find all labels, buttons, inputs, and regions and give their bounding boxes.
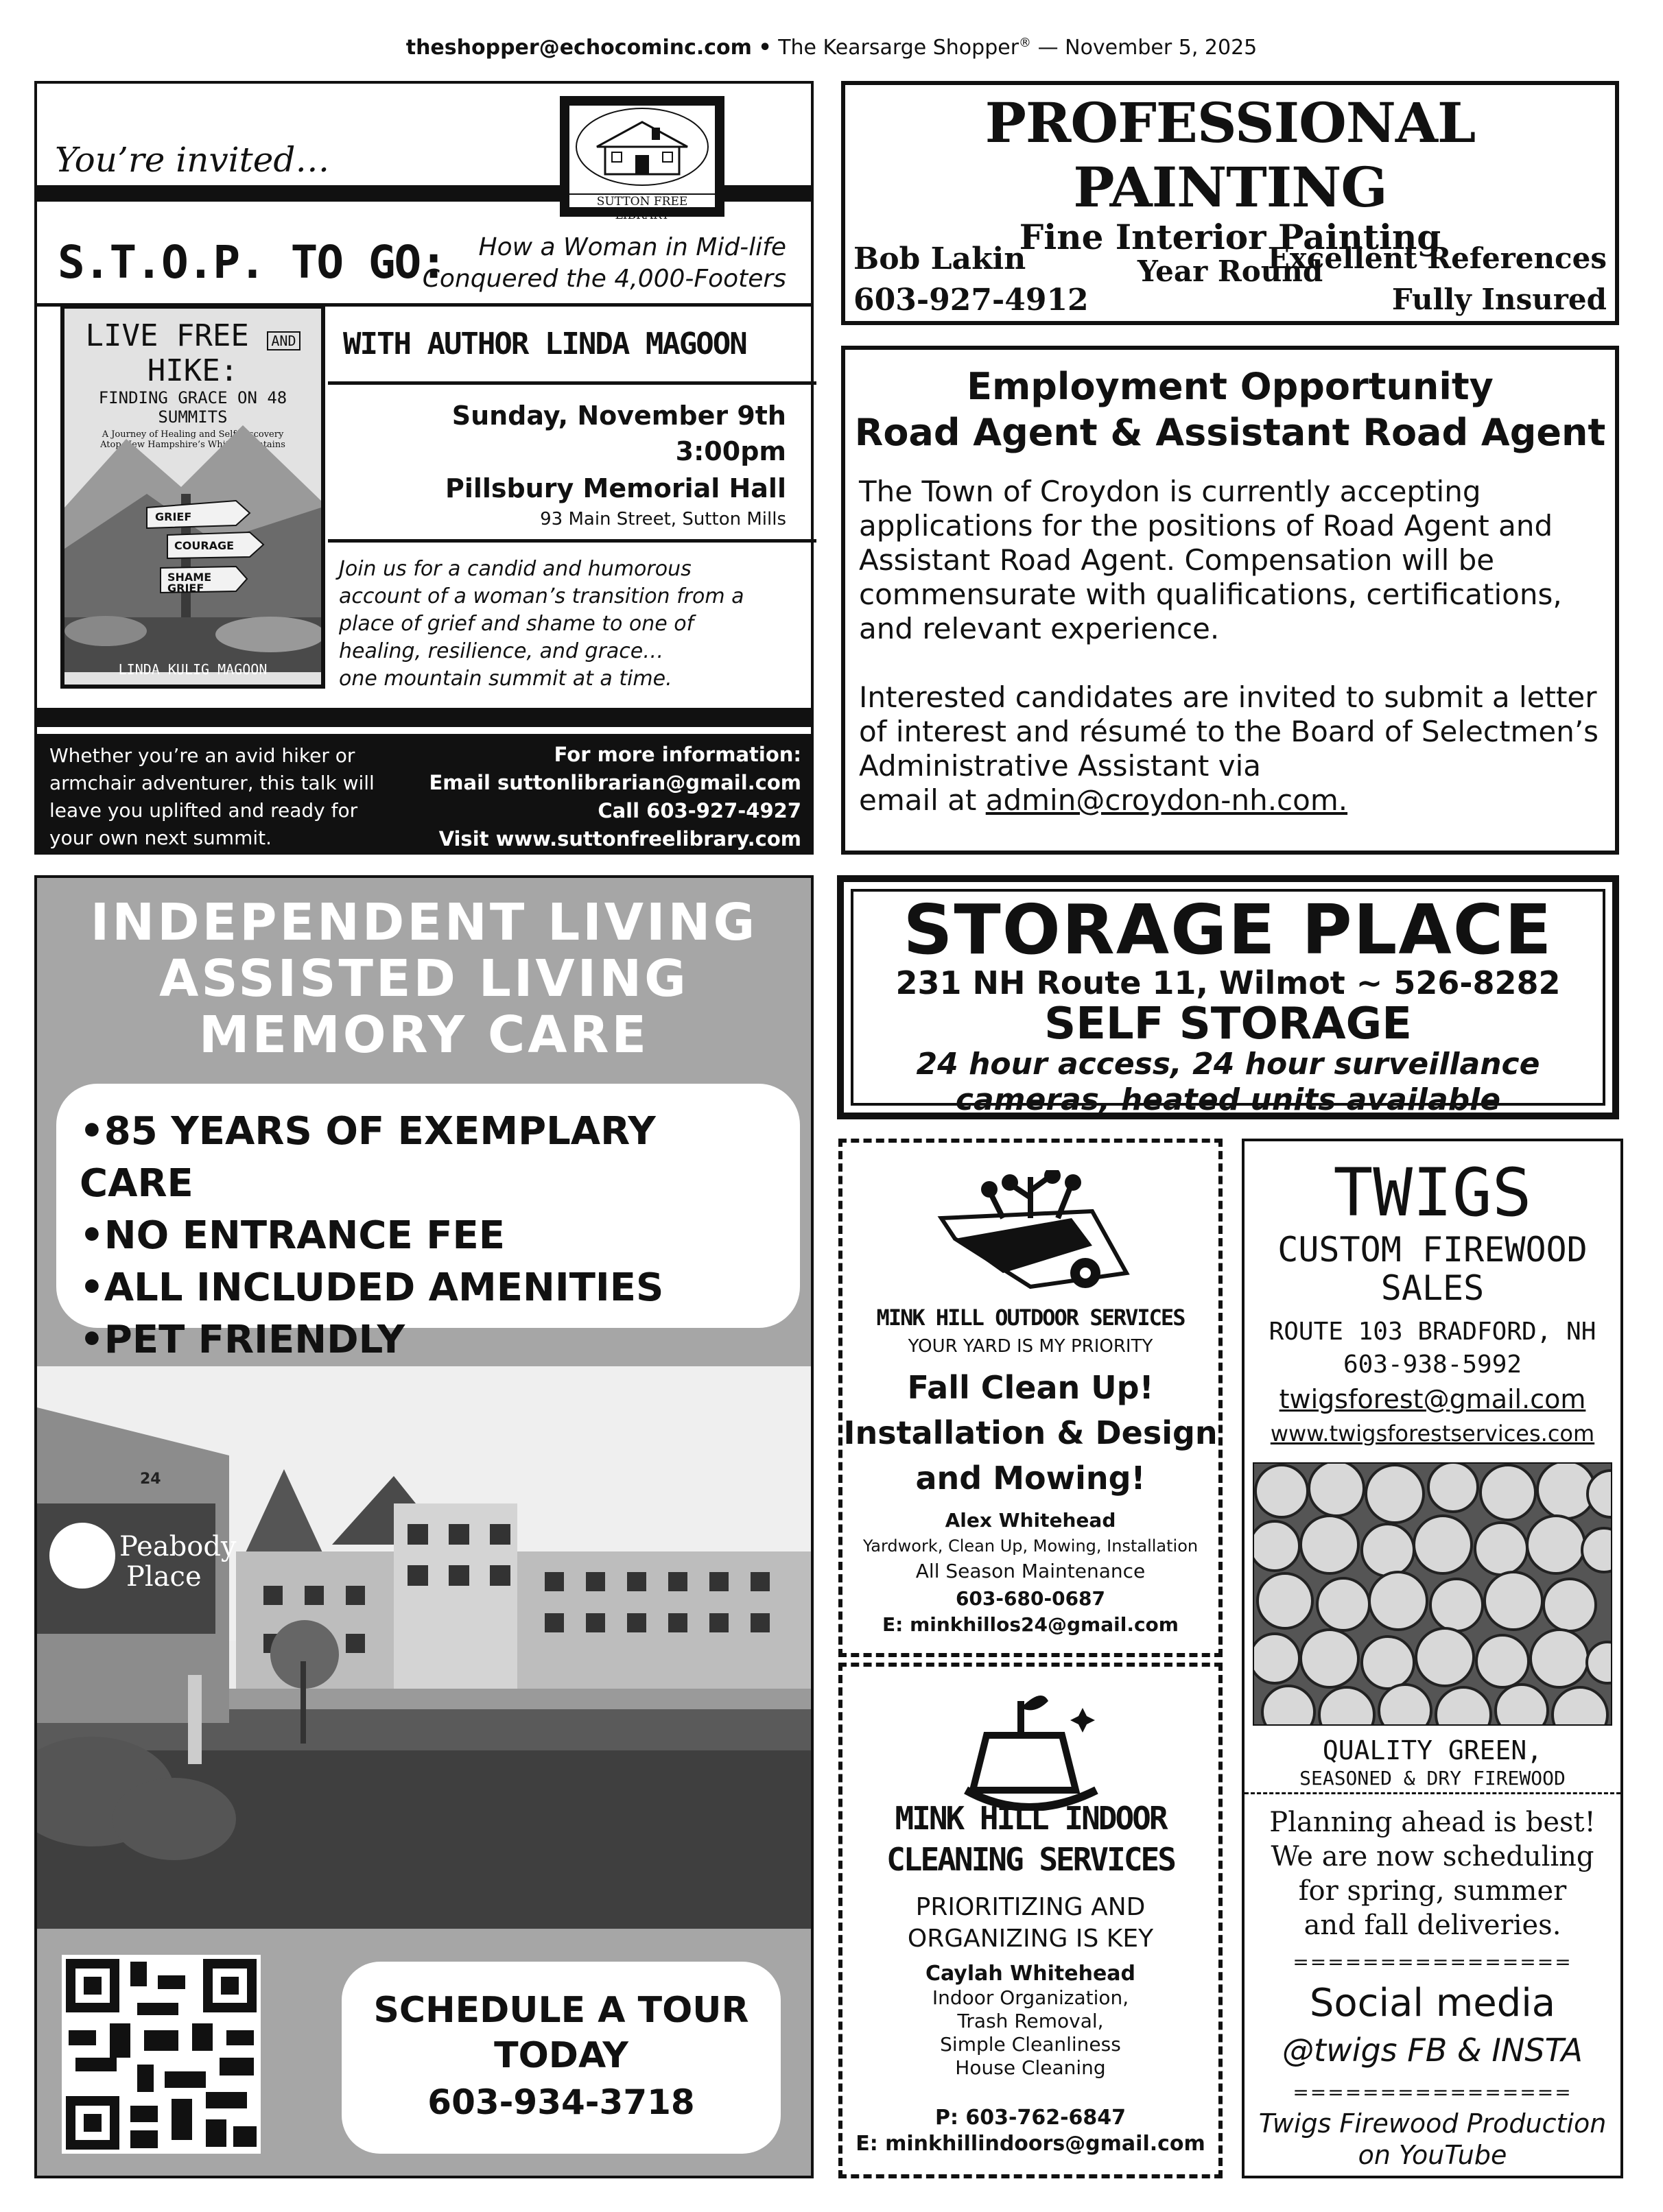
rule bbox=[328, 381, 816, 385]
footer-line: your own next summit. bbox=[49, 826, 272, 849]
indoor-ad bbox=[838, 1663, 1223, 2178]
sign-name-1: Peabody bbox=[119, 1531, 237, 1562]
plan-line: for spring, summer bbox=[1298, 1875, 1567, 1907]
bottom-bar bbox=[37, 708, 811, 727]
living-bullet: •PET FRIENDLY bbox=[80, 1318, 405, 1362]
footer-left bbox=[49, 742, 375, 852]
outdoor-tag: YOUR YARD IS MY PRIORITY bbox=[908, 1336, 1153, 1357]
painting-ad bbox=[841, 81, 1619, 325]
sign-text-3: SHAME bbox=[167, 571, 212, 584]
outdoor-phone: 603-680-0687 bbox=[955, 1587, 1106, 1610]
sign-text-4: GRIEF bbox=[167, 582, 204, 595]
book-subtitle: FINDING GRACE ON 48 SUMMITS bbox=[98, 388, 287, 427]
plan-line: Planning ahead is best! bbox=[1269, 1807, 1596, 1838]
building-photo bbox=[37, 1366, 814, 1929]
plan-line: and fall deliveries. bbox=[1304, 1910, 1561, 1941]
twigs-planning bbox=[1245, 1805, 1620, 1942]
header-date: — November 5, 2025 bbox=[1037, 36, 1258, 60]
outdoor-email[interactable]: E: minkhillos24@gmail.com bbox=[882, 1613, 1179, 1636]
desc-line: one mountain summit at a time. bbox=[339, 667, 672, 691]
indoor-svc3: Simple Cleanliness bbox=[940, 2033, 1121, 2056]
living-ad bbox=[34, 875, 814, 2178]
twigs-quality-1: QUALITY GREEN, bbox=[1322, 1735, 1543, 1765]
wheelbarrow-icon bbox=[928, 1170, 1133, 1300]
body-line bbox=[859, 783, 1601, 818]
info-email[interactable]: Email suttonlibrarian@gmail.com bbox=[429, 771, 801, 794]
indoor-svc2: Trash Removal, bbox=[957, 2010, 1104, 2032]
footer-line: Whether you’re an avid hiker or bbox=[49, 744, 355, 767]
twigs-phone: 603-938-5992 bbox=[1343, 1351, 1522, 1379]
twigs-quality-2: SEASONED & DRY FIREWOOD bbox=[1245, 1767, 1620, 1794]
painter-name: Bob Lakin bbox=[853, 241, 1026, 276]
outdoor-svc2: All Season Maintenance bbox=[915, 1560, 1146, 1582]
indoor-tag-2: ORGANIZING IS KEY bbox=[907, 1925, 1154, 1953]
twigs-sub-1: CUSTOM FIREWOOD bbox=[1277, 1230, 1588, 1270]
footer-line: armchair adventurer, this talk will bbox=[49, 772, 375, 794]
library-footer bbox=[37, 734, 811, 855]
dustpan-icon bbox=[945, 1687, 1110, 1811]
mountain-scene-image bbox=[64, 398, 321, 672]
outdoor-person: Alex Whitehead bbox=[945, 1509, 1116, 1532]
body-line: Administrative Assistant via bbox=[859, 749, 1262, 783]
header-paper: The Kearsarge Shopper bbox=[778, 36, 1019, 60]
event-day: Sunday, November 9th bbox=[451, 401, 786, 431]
footer-right bbox=[429, 741, 801, 853]
outdoor-h2: Installation & Design bbox=[843, 1414, 1218, 1451]
sign-text-1: GRIEF bbox=[155, 510, 192, 523]
body-line: applications for the positions of Road Agent and bbox=[859, 509, 1553, 543]
outdoor-svc1: Yardwork, Clean Up, Mowing, Installation bbox=[862, 1536, 1199, 1556]
library-ad bbox=[34, 81, 814, 855]
indoor-email[interactable]: E: minkhillindoors@gmail.com bbox=[856, 2132, 1205, 2156]
employment-ad bbox=[841, 346, 1619, 855]
info-call: Call 603-927-4927 bbox=[598, 799, 801, 822]
sign-number: 24 bbox=[140, 1471, 161, 1488]
desc-line: Join us for a candid and humorous bbox=[339, 557, 692, 581]
book-cover bbox=[60, 305, 325, 689]
book-tagline-1: A Journey of Healing and Self Discovery bbox=[102, 429, 284, 440]
body-line: commensurate with qualifications, certifications, bbox=[859, 578, 1562, 611]
painting-title: PROFESSIONAL PAINTING bbox=[984, 91, 1476, 219]
body-line: Assistant Road Agent. Compensation will be bbox=[859, 543, 1495, 577]
plan-line: We are now scheduling bbox=[1271, 1841, 1594, 1872]
living-bullet: •85 YEARS OF EXEMPLARY CARE bbox=[80, 1109, 656, 1206]
living-bullet: •NO ENTRANCE FEE bbox=[80, 1213, 506, 1258]
cta-line2: TODAY bbox=[494, 2035, 628, 2076]
body-line: and relevant experience. bbox=[859, 612, 1220, 645]
indoor-svc1: Indoor Organization, bbox=[932, 1986, 1129, 2009]
painting-line1: Fine Interior Painting bbox=[1019, 217, 1441, 257]
twigs-yt-1[interactable]: Twigs Firewood Production bbox=[1258, 2108, 1607, 2139]
with-author: WITH AUTHOR LINDA MAGOON bbox=[343, 326, 746, 361]
subtitle-1: How a Woman in Mid-life bbox=[478, 233, 786, 261]
info-head: For more information: bbox=[554, 743, 801, 766]
twigs-handle[interactable]: @twigs FB & INSTA bbox=[1282, 2032, 1583, 2069]
header-email: theshopper@echocominc.com bbox=[405, 36, 752, 60]
indoor-svc4: House Cleaning bbox=[955, 2056, 1106, 2079]
event-description bbox=[339, 556, 744, 693]
body-line: Interested candidates are invited to submit a letter bbox=[859, 680, 1597, 714]
desc-line: healing, resilience, and grace… bbox=[339, 639, 664, 663]
event-address: 93 Main Street, Sutton Mills bbox=[540, 509, 786, 530]
building-photo-image bbox=[37, 1366, 814, 1929]
outdoor-h3: and Mowing! bbox=[915, 1460, 1146, 1497]
stop-to-go-title: S.T.O.P. TO GO: bbox=[58, 236, 447, 289]
indoor-name-2: CLEANING SERVICES bbox=[886, 1841, 1175, 1878]
peabody-logo-icon bbox=[49, 1523, 115, 1589]
email-prefix: email at bbox=[859, 783, 986, 817]
sign-name-2: Place bbox=[126, 1561, 202, 1593]
book-author: LINDA KULIG MAGOON bbox=[118, 661, 268, 678]
twigs-web-link[interactable]: www.twigsforestservices.com bbox=[1270, 1420, 1595, 1447]
outdoor-ad bbox=[838, 1139, 1223, 1657]
page-header bbox=[0, 36, 1663, 60]
book-title-and: AND bbox=[267, 331, 300, 350]
indoor-tag-1: PRIORITIZING AND bbox=[915, 1893, 1146, 1921]
twigs-route: ROUTE 103 BRADFORD, NH bbox=[1269, 1318, 1596, 1346]
outdoor-h1: Fall Clean Up! bbox=[907, 1369, 1154, 1406]
footer-line: leave you uplifted and ready for bbox=[49, 799, 358, 822]
storage-line1: 24 hour access, 24 hour surveillance bbox=[916, 1047, 1540, 1082]
twigs-divider: ================ bbox=[1293, 1951, 1572, 1973]
header-reg: ® bbox=[1019, 36, 1032, 50]
painter-insured: Fully Insured bbox=[1391, 283, 1607, 316]
employment-title-1: Employment Opportunity bbox=[967, 365, 1494, 408]
event-venue: Pillsbury Memorial Hall bbox=[445, 473, 786, 503]
event-time: 3:00pm bbox=[675, 436, 786, 466]
desc-line: account of a woman’s transition from a bbox=[339, 584, 744, 608]
twigs-sub-2: SALES bbox=[1380, 1268, 1485, 1308]
cta-line1: SCHEDULE A TOUR bbox=[373, 1990, 749, 2031]
storage-sub: SELF STORAGE bbox=[1044, 999, 1412, 1049]
employment-body bbox=[845, 475, 1615, 818]
twigs-divider: ================ bbox=[1293, 2081, 1572, 2104]
storage-line2: cameras, heated units available bbox=[955, 1082, 1501, 1117]
living-line3: MEMORY CARE bbox=[198, 1006, 650, 1065]
body-line: The Town of Croydon is currently accepting bbox=[859, 475, 1481, 508]
library-logo-caption: SUTTON FREE LIBRARY bbox=[569, 193, 715, 222]
twigs-email-link[interactable]: twigsforest@gmail.com bbox=[1279, 1384, 1586, 1414]
twigs-social: Social media bbox=[1309, 1981, 1556, 2025]
book-tagline-2: Atop New Hampshire’s White Mountains bbox=[100, 440, 285, 450]
indoor-person: Caylah Whitehead bbox=[925, 1962, 1136, 1986]
employment-email-link[interactable]: admin@croydon-nh.com. bbox=[985, 783, 1348, 817]
twigs-yt-2[interactable]: on YouTube bbox=[1358, 2140, 1507, 2170]
painter-refs: Excellent References bbox=[1267, 241, 1607, 275]
book-title-2: HIKE: bbox=[147, 353, 239, 388]
living-line1: INDEPENDENT LIVING bbox=[90, 893, 758, 952]
library-logo bbox=[560, 96, 724, 222]
desc-line: place of grief and shame to one of bbox=[339, 612, 694, 636]
storage-title: STORAGE PLACE bbox=[903, 890, 1553, 970]
qr-code-icon[interactable] bbox=[62, 1955, 261, 2154]
book-title bbox=[64, 318, 321, 388]
firewood-photo bbox=[1253, 1462, 1612, 1726]
rule bbox=[328, 539, 816, 543]
sign-text-2: COURAGE bbox=[174, 539, 235, 552]
indoor-name-1: MINK HILL INDOOR bbox=[895, 1800, 1166, 1837]
employment-title-2: Road Agent & Assistant Road Agent bbox=[854, 411, 1606, 454]
living-bullets-box bbox=[56, 1084, 800, 1362]
header-sep: • bbox=[758, 36, 772, 60]
painting-line2: Year Round bbox=[1137, 254, 1323, 288]
schedule-tour-box[interactable] bbox=[342, 1962, 781, 2154]
subtitle-2: Conquered the 4,000-Footers bbox=[422, 265, 786, 293]
twigs-ad bbox=[1242, 1139, 1623, 2178]
invited-text: You’re invited… bbox=[55, 140, 330, 180]
storage-address: 231 NH Route 11, Wilmot ~ 526-8282 bbox=[895, 964, 1561, 1001]
cta-phone: 603-934-3718 bbox=[427, 2082, 695, 2122]
storage-ad bbox=[837, 875, 1619, 1119]
info-web[interactable]: Visit www.suttonfreelibrary.com bbox=[438, 827, 801, 851]
indoor-phone: P: 603-762-6847 bbox=[934, 2106, 1127, 2130]
painter-phone: 603-927-4912 bbox=[853, 283, 1089, 318]
living-bullet: •ALL INCLUDED AMENITIES bbox=[80, 1265, 664, 1310]
living-line2: ASSISTED LIVING bbox=[159, 949, 689, 1008]
book-title-1: LIVE FREE bbox=[85, 318, 249, 353]
body-line: of interest and résumé to the Board of Selectmen’s bbox=[859, 715, 1599, 748]
twigs-title: TWIGS bbox=[1333, 1154, 1532, 1231]
library-building-icon bbox=[569, 106, 715, 188]
firewood-stack-image bbox=[1254, 1464, 1612, 1726]
outdoor-name: MINK HILL OUTDOOR SERVICES bbox=[876, 1305, 1185, 1331]
